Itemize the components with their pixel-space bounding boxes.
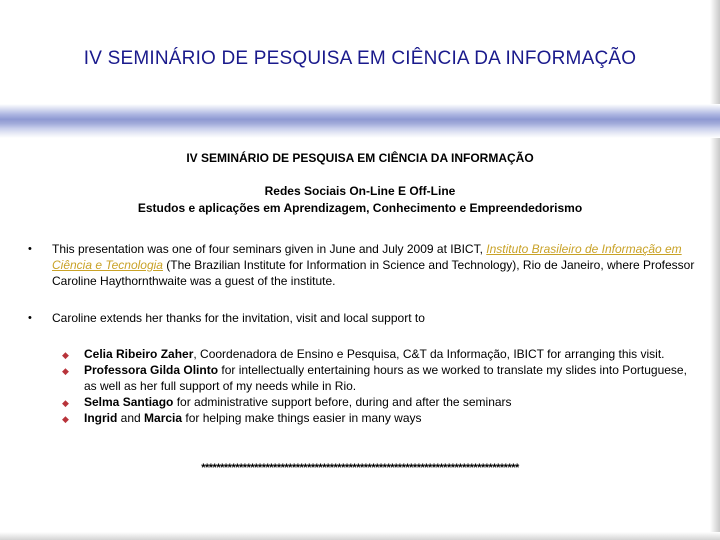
diamond-bullet-icon: ◆: [62, 350, 69, 360]
person-name: Celia Ribeiro Zaher: [84, 347, 194, 361]
bullet-dot: •: [28, 312, 32, 324]
list-item: [62, 362, 702, 394]
bullet1-text-before: This presentation was one of four seminars given in June and July 2009 at IBICT,: [52, 242, 487, 256]
content-subheading: [0, 183, 720, 217]
list-item: [62, 410, 702, 426]
diamond-bullet-icon: ◆: [62, 414, 69, 424]
person-name: Marcia: [144, 411, 183, 425]
bullet-text: [52, 241, 698, 289]
thanks-list: [62, 346, 702, 426]
content-heading: IV SEMINÁRIO DE PESQUISA EM CIÊNCIA DA INFORMAÇÃO: [186, 151, 534, 165]
bullet-text: Caroline extends her thanks for the invitation, visit and local support to: [52, 311, 425, 325]
list-item: [62, 346, 702, 362]
subheading-line-1: Redes Sociais On-Line E Off-Line: [264, 184, 456, 198]
header-band: [0, 104, 720, 138]
diamond-bullet-icon: ◆: [62, 398, 69, 408]
person-name: Selma Santiago: [84, 395, 174, 409]
diamond-bullet-icon: ◆: [62, 366, 69, 376]
subheading-line-2: Estudos e aplicações em Aprendizagem, Conhecimento e Empreendedorismo: [137, 201, 583, 215]
item-connector: and: [117, 411, 145, 425]
ibict-link[interactable]: Instituto Brasileiro de Informação em Ciência e Tecnologia: [52, 242, 682, 272]
item-text: for helping make things easier in many ways: [182, 411, 422, 425]
star-separator: ************************************************************************************: [201, 462, 519, 474]
item-text: , Coordenadora de Ensino e Pesquisa, C&T da Informação, IBICT for arranging this visit.: [193, 347, 665, 361]
list-item: [62, 394, 702, 410]
item-text: for administrative support before, during and after the seminars: [173, 395, 512, 409]
person-name: Professora Gilda Olinto: [84, 363, 219, 377]
item-text: for intellectually entertaining hours as we worked to translate my slides into Portuguese, as well as her full support of my needs while in Rio.: [84, 363, 687, 393]
slide-title: IV SEMINÁRIO DE PESQUISA EM CIÊNCIA DA INFORMAÇÃO: [83, 48, 637, 69]
person-name: Ingrid: [84, 411, 118, 425]
bottom-shadow: [0, 532, 720, 540]
bullet-dot: •: [28, 243, 32, 255]
bullet1-text-after: (The Brazilian Institute for Information in Science and Technology), Rio de Janeiro, where Professor Caroline Haythornthwaite was a guest of the institute.: [52, 258, 695, 288]
